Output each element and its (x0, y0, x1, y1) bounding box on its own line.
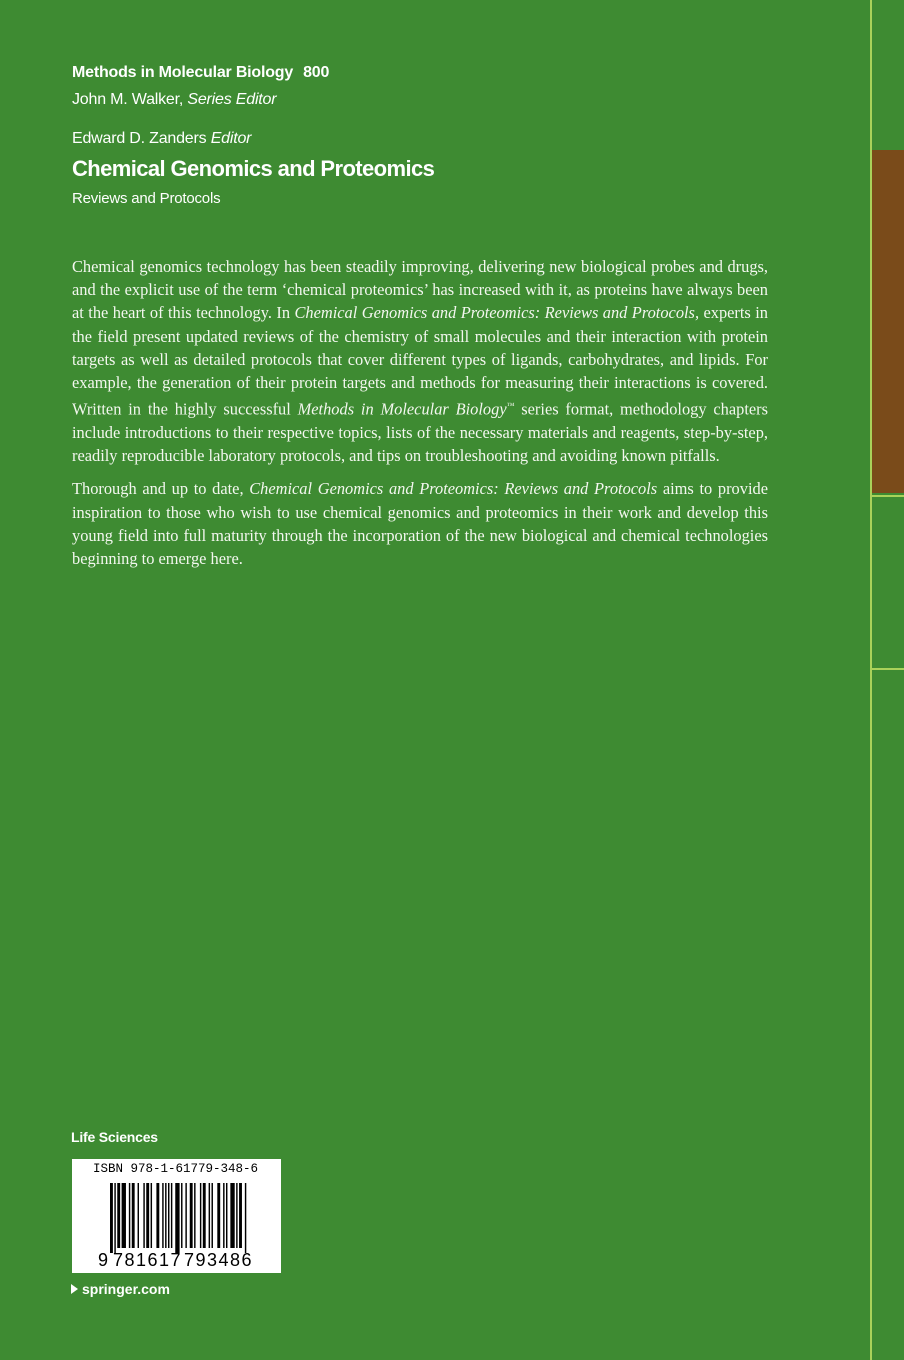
barcode-bar (223, 1183, 224, 1248)
website-text: springer.com (82, 1281, 170, 1297)
barcode-bar (156, 1183, 159, 1248)
category-label: Life Sciences (71, 1129, 158, 1145)
barcode-digit-first: 9 (98, 1250, 109, 1270)
barcode-bar (143, 1183, 144, 1248)
barcode-bar (226, 1183, 227, 1248)
isbn-label: ISBN 978-1-61779-348-6 (93, 1162, 259, 1176)
barcode-bar (132, 1183, 135, 1248)
series-number: 800 (303, 64, 330, 81)
barcode-digits-right: 793486 (184, 1250, 254, 1270)
spine-band (872, 150, 904, 493)
series-name: Methods in Molecular Biology (72, 64, 294, 81)
barcode-bar (230, 1183, 234, 1248)
barcode-bar (129, 1183, 130, 1248)
isbn-barcode (72, 1159, 281, 1273)
barcode-bar (239, 1183, 242, 1248)
barcode-digits-left: 781617 (113, 1250, 183, 1270)
barcode-bar (110, 1183, 113, 1253)
book-editor-name: Edward D. Zanders (72, 130, 207, 147)
barcode-bar (190, 1183, 193, 1248)
barcode-bar (165, 1183, 166, 1248)
barcode-bar (245, 1183, 246, 1253)
barcode-bar (209, 1183, 210, 1248)
barcode-bar (162, 1183, 163, 1248)
spine-tick (872, 668, 904, 670)
barcode-bar (138, 1183, 139, 1248)
blurb-text: aims to provide inspiration to those who wish to use chemical genomics and proteomics in their work and develop this young field into full maturity through the incorporation of the new biological and chemical technologies beginning to emerge here. (72, 479, 768, 568)
series-title (72, 64, 329, 82)
barcode-bar (122, 1183, 126, 1248)
blurb-paragraph-2 (72, 477, 768, 570)
blurb-paragraph-1 (72, 255, 768, 467)
barcode-bar (212, 1183, 213, 1248)
spine-tick (872, 495, 904, 497)
trademark-symbol: ™ (506, 401, 515, 411)
arrow-icon (71, 1284, 78, 1294)
blurb-text: Thorough and up to date, (72, 479, 250, 499)
blurb (72, 255, 768, 580)
series-editor-role: Series Editor (187, 91, 277, 108)
barcode-bar (114, 1183, 115, 1253)
book-title: Chemical Genomics and Proteomics (72, 156, 435, 181)
barcode-bar (203, 1183, 206, 1248)
barcode-bar (217, 1183, 220, 1248)
barcode-bar (146, 1183, 149, 1248)
blurb-text: Chemical genomics technology has been steadily improving, delivering new biological probes and drugs, and the explicit use of the term ‘chemical proteomics’ has increased with it, as proteins have always been at the heart of this technology. In (72, 257, 768, 323)
blurb-italic-title: Chemical Genomics and Proteomics: Reviews and Protocols, (294, 303, 700, 323)
barcode-bar (168, 1183, 169, 1248)
barcode-bar (194, 1183, 195, 1248)
book-subtitle: Reviews and Protocols (72, 190, 221, 207)
barcode-bar (185, 1183, 186, 1248)
barcode-bar (181, 1183, 182, 1248)
website-link[interactable] (71, 1281, 170, 1297)
blurb-text: experts in the field present updated reviews of the chemistry of small molecules and their interaction with protein targets as well as detailed protocols that cover different types of ligands, carbohydrates, and lipids. For example, the generation of their protein targets and methods for measuring their interactions is covered. Written in the highly successful (72, 303, 768, 419)
barcode-bar (151, 1183, 152, 1248)
barcode-bar (171, 1183, 172, 1248)
barcode-bar (117, 1183, 120, 1248)
series-editor (72, 91, 276, 109)
book-editor (72, 130, 251, 148)
blurb-text: series format, methodology chapters include introductions to their respective topics, lists of the necessary materials and reagents, step-by-step, readily reproducible laboratory protocols, and tips on troubleshooting and avoiding known pitfalls. (72, 399, 768, 466)
barcode-bar (236, 1183, 237, 1248)
blurb-italic-title: Chemical Genomics and Proteomics: Reviews and Protocols (249, 479, 658, 499)
barcode-bar (175, 1183, 179, 1253)
series-editor-name: John M. Walker, (72, 91, 184, 108)
book-editor-role: Editor (210, 130, 252, 147)
barcode-bar (200, 1183, 201, 1248)
blurb-italic-series: Methods in Molecular Biology (297, 399, 507, 419)
